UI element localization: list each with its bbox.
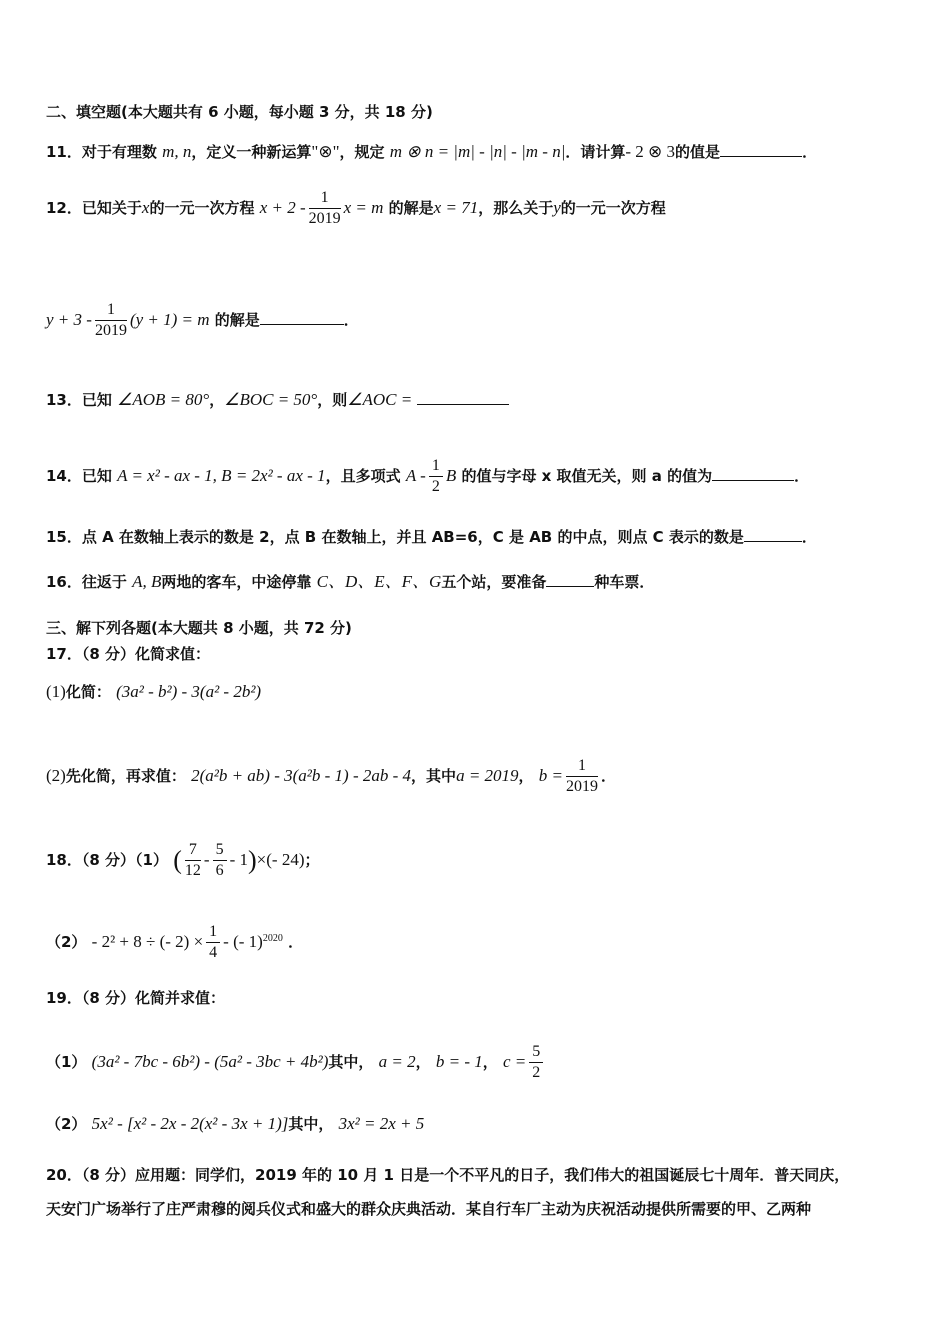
q12-math-sol: x = 71 [433, 198, 479, 217]
q17-p2-frac-num: 1 [566, 756, 598, 777]
q12-answer-blank [260, 308, 344, 325]
q14-text-2: ，且多项式 [325, 467, 401, 485]
q16-text-2: 两地的客车，中途停靠 [161, 573, 312, 591]
q17-p2-text-2: ，其中 [411, 767, 457, 785]
q14-answer-blank [712, 464, 794, 481]
q11-text-5: 的值是 [675, 143, 721, 161]
section-2-title: 二、填空题(本大题共有 6 小题，每小题 3 分，共 18 分) [46, 103, 433, 121]
q19-p1-expr: (3a² - 7bc - 6b²) - (5a² - 3bc + 4b²) [91, 1052, 329, 1071]
q18-f2-num: 5 [213, 840, 227, 861]
q14-frac-num: 1 [429, 456, 443, 477]
q17-p2-b: b = [538, 766, 564, 785]
q13-math-aoc: ∠AOC = [347, 390, 413, 409]
q15-answer-blank [744, 525, 802, 542]
q14-fraction [429, 456, 443, 497]
q17-end: ． [601, 767, 617, 785]
q20-line-1: 20．（8 分）应用题：同学们，2019 年的 10 月 1 日是一个不平凡的日子，我们伟大的祖国诞辰七十周年．普天同庆， [46, 1166, 850, 1184]
q17-p2-label: (2) [46, 766, 66, 785]
q12-text-6: 的解是 [214, 311, 260, 329]
q12-end: ． [343, 311, 359, 329]
question-17-head: 17．（8 分）化简求值： [46, 645, 211, 663]
q18-f2-den: 6 [215, 862, 224, 879]
q13-sep: ， [209, 391, 225, 409]
q18-p2-frac-den: 4 [209, 944, 218, 961]
q18-tail: ×(- 24) [256, 850, 305, 869]
question-17-part-1 [46, 682, 261, 702]
q12-frac-den: 2019 [308, 210, 341, 227]
q11-number: 11． [46, 143, 82, 161]
q18-left-paren: ( [173, 845, 182, 875]
q12-eq-a: x + 2 - [259, 198, 306, 217]
q19-p2-expr: 5x² - [x² - 2x - 2(x² - 3x + 1)] [91, 1114, 289, 1133]
q17-p2-a: a = 2019 [456, 766, 519, 785]
q18-minus: - [203, 850, 210, 869]
q17-p2-expr: 2(a²b + ab) - 3(a²b - 1) - 2ab - 4 [191, 766, 412, 785]
q12-fraction-2 [95, 300, 127, 341]
q17-p1-text: 化简： [65, 683, 111, 701]
q17-p2-sep: ， [518, 767, 534, 785]
q17-p1-expr: (3a² - b²) - 3(a² - 2b²) [116, 682, 262, 701]
q15-end: ． [801, 528, 817, 546]
q11-text-3: ，规定 [339, 143, 385, 161]
question-20 [46, 1160, 906, 1224]
q18-p2-end: ． [288, 933, 304, 951]
q20-line-2: 天安门广场举行了庄严肃穆的阅兵仪式和盛大的群众庆典活动．某自行车厂主动为庆祝活动提供所需要的甲、乙两种 [46, 1200, 812, 1218]
q18-fraction-2 [213, 840, 227, 881]
q18-f1-num: 7 [185, 840, 201, 861]
question-19-part-2 [46, 1114, 424, 1134]
q12-eq2-a: y + 3 - [46, 310, 92, 329]
question-19-head: 19．（8 分）化简并求值： [46, 989, 226, 1007]
q12-text-3: 的解是 [388, 199, 434, 217]
q13-text-2: ，则 [317, 391, 348, 409]
q14-text-1: 已知 [81, 467, 112, 485]
q14-math-a: A - [405, 466, 426, 485]
q14-frac-den: 2 [431, 478, 440, 495]
q18-right-paren: ) [247, 845, 257, 875]
q18-f1-den: 12 [184, 862, 201, 879]
question-12-line-2 [46, 300, 359, 341]
q11-math-def: m ⊗ n = |m| - |n| - |m - n| [389, 142, 566, 161]
q12-text-1: 已知关于 [81, 199, 142, 217]
question-11 [46, 140, 817, 162]
q13-math-aob: ∠AOB = 80° [117, 390, 210, 409]
q16-math-stations: C、D、E、F、G [316, 572, 442, 591]
q17-p2-text: 先化简，再求值： [65, 767, 186, 785]
q11-math-op: "⊗" [311, 142, 340, 161]
q12-eq-b: x = m [343, 198, 384, 217]
q12-frac-num: 1 [309, 188, 341, 209]
q12-text-2: 的一元一次方程 [149, 199, 255, 217]
question-19-part-1: （1） (3a² - 7bc - 6b²) - (5a² - 3bc + 4b²)其中， a = 2， b = - 1， c = $\frac{5}{2}$ [46, 1042, 546, 1083]
q19-p1-c: c = [503, 1052, 527, 1071]
q19-p1-b: b = - 1 [435, 1052, 483, 1071]
q11-answer-blank [720, 140, 802, 157]
q16-text-1: 往返于 [81, 573, 127, 591]
q11-math-mn: m, n [162, 142, 192, 161]
q19-p1-text: 其中， [328, 1053, 374, 1071]
q16-math-ab: A, B [132, 572, 162, 591]
q14-math-b: B [445, 466, 457, 485]
q18-number: 18．（8 分）（1） [46, 851, 168, 869]
q12-eq2-b: (y + 1) = m [129, 310, 210, 329]
q12-text-4: ，那么关于 [478, 199, 554, 217]
question-13 [46, 388, 509, 410]
q19-p2-cond: 3x² = 2x + 5 [338, 1114, 425, 1133]
q19-p1-frac-num: 5 [529, 1042, 543, 1063]
q12-number: 12． [46, 199, 82, 217]
q18-p1-end: ； [304, 851, 320, 869]
q13-number: 13． [46, 391, 82, 409]
q14-math-ab: A = x² - ax - 1, B = 2x² - ax - 1 [117, 466, 326, 485]
q16-text-4: 种车票． [594, 573, 655, 591]
question-12 [46, 188, 666, 229]
q14-number: 14． [46, 467, 82, 485]
q18-fraction-1 [185, 840, 201, 881]
q12-frac2-den: 2019 [94, 322, 127, 339]
q11-text-1: 对于有理数 [81, 143, 157, 161]
question-16 [46, 570, 654, 592]
q18-rest: - 1 [229, 850, 248, 869]
q15-text: 15．点 A 在数轴上表示的数是 2，点 B 在数轴上，并且 AB=6，C 是 AB 的中点，则点 C 表示的数是 [46, 528, 744, 546]
q18-p2-exponent: 2020 [262, 933, 283, 944]
q17-p2-frac-den: 2019 [566, 778, 599, 795]
q17-p1-label: (1) [46, 682, 66, 701]
q11-text-2: ，定义一种新运算 [191, 143, 312, 161]
q19-p1-a: a = 2 [378, 1052, 416, 1071]
q16-number: 16． [46, 573, 82, 591]
q14-end: ． [794, 467, 810, 485]
q11-text-4: ．请计算 [565, 143, 626, 161]
q18-p2-expr-a: - 2² + 8 ÷ (- 2) × [91, 932, 204, 951]
q11-math-calc: - 2 ⊗ 3 [625, 142, 676, 161]
section-3-title: 三、解下列各题(本大题共 8 小题，共 72 分) [46, 619, 352, 637]
q19-p2-label: （2） [46, 1115, 87, 1133]
q19-p1-frac-den: 2 [532, 1064, 541, 1081]
question-18-part-2 [46, 922, 303, 963]
q13-answer-blank [417, 388, 509, 405]
q12-fraction [309, 188, 341, 229]
q19-p2-text: 其中， [288, 1115, 334, 1133]
q13-math-boc: ∠BOC = 50° [224, 390, 318, 409]
question-14 [46, 456, 809, 497]
q12-text-5: 的一元一次方程 [560, 199, 666, 217]
q12-frac2-num: 1 [95, 300, 127, 321]
question-17-part-2 [46, 756, 616, 797]
question-18-part-1 [46, 840, 320, 881]
q16-answer-blank [546, 570, 594, 587]
q14-text-3: 的值与字母 x 取值无关，则 a 的值为 [461, 467, 713, 485]
q18-p2-frac-num: 1 [206, 922, 220, 943]
q12-math-x: x [141, 198, 150, 217]
q12-math-y: y [553, 198, 561, 217]
q18-p2-fraction [206, 922, 220, 963]
q17-p2-fraction [566, 756, 598, 797]
q18-p2-expr-b: - (- 1) [223, 932, 263, 951]
q13-text-1: 已知 [81, 391, 112, 409]
q18-p2-label: （2） [46, 933, 87, 951]
q11-end: ． [802, 143, 818, 161]
question-15 [46, 525, 817, 547]
q16-text-3: 五个站，要准备 [441, 573, 547, 591]
q19-p1-fraction [529, 1042, 543, 1083]
q19-p1-label: （1） [46, 1053, 87, 1071]
